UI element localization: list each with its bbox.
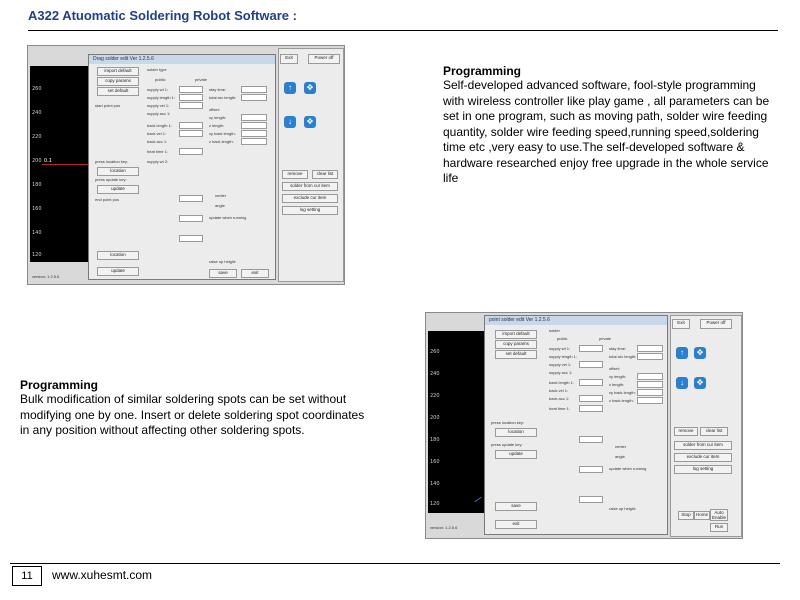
param-label: heat time 1: — [549, 406, 570, 411]
footer-divider — [10, 563, 780, 564]
param-label: stay time: — [209, 87, 227, 92]
press-location-label: press location key: — [491, 420, 525, 425]
save-button[interactable]: save — [495, 502, 537, 511]
update-when-running-label: update when running — [609, 466, 647, 471]
param-label: stay time: — [609, 346, 627, 351]
section-body: Self-developed advanced software, fool-style programming with wireless controller like play game , all parameters can be set in one program, such as moving path, solder wire feeding quantity, solder wire feeding speed,running speed,soldering time etc ,very easy to use.The self-developed software & hardware researched enjoy free upgrade in the whole service life — [443, 78, 770, 185]
param-field[interactable] — [637, 353, 663, 360]
param-label: offset: — [609, 366, 620, 371]
edit-dialog — [484, 315, 668, 535]
option-public[interactable]: public — [155, 77, 166, 82]
param-field[interactable] — [241, 94, 267, 101]
log-setting-button[interactable]: log setting — [282, 206, 338, 215]
param-field[interactable] — [179, 235, 203, 242]
y-tick: 120 — [32, 252, 42, 258]
y-tick: 180 — [32, 182, 42, 188]
press-update-label: press update key: — [491, 442, 523, 447]
param-field[interactable] — [579, 436, 603, 443]
param-label: back acc 1: — [147, 139, 168, 144]
set-default-button[interactable]: set default — [97, 87, 139, 96]
param-label: back acc 1: — [549, 396, 570, 401]
solder-from-cur-item-button[interactable]: solder from cur item — [674, 441, 732, 450]
param-label: supply vel 1: — [549, 362, 572, 367]
section-heading: Programming — [443, 64, 522, 78]
y-tick: 260 — [430, 349, 440, 355]
y-tick: 240 — [430, 371, 440, 377]
param-field[interactable] — [579, 405, 603, 412]
marker-label: 0.1 — [44, 158, 52, 164]
param-field[interactable] — [579, 496, 603, 503]
option-center[interactable]: center — [615, 444, 627, 449]
y-tick: 140 — [430, 481, 440, 487]
param-label: supply wt 1: — [549, 346, 571, 351]
remove-button[interactable]: remove — [674, 427, 698, 436]
section-heading: Programming — [20, 378, 99, 392]
location-button[interactable]: location — [97, 167, 139, 176]
param-field[interactable] — [579, 345, 603, 352]
raise-up-height-label: raise up height: — [209, 259, 237, 264]
plot-area — [428, 331, 486, 513]
param-label: xy back length: — [609, 390, 636, 395]
param-label: heat time 1: — [147, 149, 168, 154]
log-setting-button[interactable]: log setting — [674, 465, 732, 474]
move-icon[interactable]: ✥ — [304, 82, 316, 94]
copy-params-button[interactable]: copy params — [495, 340, 537, 349]
page-number: 11 — [12, 566, 42, 586]
param-field[interactable] — [241, 130, 267, 137]
move-icon[interactable]: ✥ — [694, 377, 706, 389]
edit-dialog — [88, 54, 276, 280]
exit-button[interactable]: Exit — [280, 54, 298, 64]
dialog-title: point solder edit Ver 1.2.5.6 — [485, 316, 667, 325]
footer-url: www.xuhesmt.com — [52, 568, 153, 582]
y-tick: 160 — [430, 459, 440, 465]
param-field[interactable] — [241, 138, 267, 145]
param-label: supply wt 2: — [147, 159, 169, 164]
y-tick: 120 — [430, 501, 440, 507]
y-tick: 220 — [32, 134, 42, 140]
power-off-button[interactable]: Power off — [700, 319, 732, 329]
version-label: version: 1.2.5.6 — [430, 525, 458, 530]
power-off-button[interactable]: Power off — [308, 54, 340, 64]
param-field[interactable] — [579, 466, 603, 473]
location-button[interactable]: location — [97, 251, 139, 260]
param-label: total arc length: — [209, 95, 237, 100]
solder-from-cur-item-button[interactable]: solder from cur item — [282, 182, 338, 191]
y-tick: 200 — [32, 158, 42, 164]
option-public[interactable]: public — [557, 336, 568, 341]
auto-enable-button[interactable]: Auto Enable — [711, 510, 726, 520]
param-field[interactable] — [637, 389, 663, 396]
solder-label: solder — [549, 328, 560, 333]
option-center[interactable]: center — [215, 193, 227, 198]
param-label: xy length: — [609, 374, 627, 379]
param-field[interactable] — [241, 86, 267, 93]
param-field[interactable] — [179, 86, 203, 93]
param-label: back length 1: — [147, 123, 172, 128]
path-line — [42, 164, 88, 165]
y-tick: 260 — [32, 86, 42, 92]
section-body: Bulk modification of similar soldering spots can be set without modifying one by one. Insert or delete soldering spot coordinates in any position without affecting other soldering spots. — [20, 392, 365, 437]
home-button[interactable]: Home — [694, 511, 710, 520]
end-point-label: end point pos — [95, 197, 120, 202]
param-label: supply length 1: — [549, 354, 578, 359]
y-tick: 200 — [430, 415, 440, 421]
up-arrow-icon[interactable]: ↑ — [284, 82, 296, 94]
param-field[interactable] — [637, 373, 663, 380]
clear-list-button[interactable]: clear list — [700, 427, 728, 436]
param-field[interactable] — [579, 361, 603, 368]
param-field[interactable] — [179, 215, 203, 222]
update-button[interactable]: update — [495, 450, 537, 459]
param-label: back vel 1: — [147, 131, 167, 136]
raise-up-height-label: raise up height: — [609, 506, 637, 511]
param-label: back length 1: — [549, 380, 574, 385]
param-label: z length: — [609, 382, 625, 387]
import-default-button[interactable]: import default — [97, 67, 139, 76]
clear-list-button[interactable]: clear list — [312, 170, 338, 179]
copy-params-button[interactable]: copy params — [97, 77, 139, 86]
param-field[interactable] — [241, 122, 267, 129]
param-field[interactable] — [179, 148, 203, 155]
press-location-label: press location key: — [95, 159, 129, 164]
y-tick: 160 — [32, 206, 42, 212]
param-label: xy length: — [209, 115, 227, 120]
programming-section-2 — [20, 378, 370, 439]
update-when-running-label: update when running — [209, 215, 247, 220]
param-field[interactable] — [637, 381, 663, 388]
param-field[interactable] — [179, 102, 203, 109]
param-label: z back length: — [209, 139, 234, 144]
param-field[interactable] — [637, 345, 663, 352]
version-label: version: 1.2.5.6 — [32, 274, 60, 279]
plot-area — [30, 66, 88, 262]
exclude-cur-item-button[interactable]: exclude cur item — [674, 453, 732, 462]
y-tick: 240 — [32, 110, 42, 116]
param-label: supply acc 1: — [147, 111, 171, 116]
set-default-button[interactable]: set default — [495, 350, 537, 359]
param-field[interactable] — [179, 195, 203, 202]
software-screenshot-1 — [27, 45, 345, 285]
update-button[interactable]: update — [97, 185, 139, 194]
param-label: z length: — [209, 123, 225, 128]
option-private[interactable]: private — [599, 336, 612, 341]
param-label: supply length 1: — [147, 95, 176, 100]
move-icon[interactable]: ✥ — [304, 116, 316, 128]
param-field[interactable] — [241, 114, 267, 121]
run-button[interactable]: Run — [710, 523, 728, 532]
param-label: total arc length: — [609, 354, 637, 359]
save-button[interactable]: save — [209, 269, 237, 278]
param-field[interactable] — [179, 94, 203, 101]
remove-button[interactable]: remove — [282, 170, 308, 179]
param-label: supply acc 1: — [549, 370, 573, 375]
down-arrow-icon[interactable]: ↓ — [676, 377, 688, 389]
import-default-button[interactable]: import default — [495, 330, 537, 339]
exit-button[interactable]: exit — [495, 520, 537, 529]
location-button[interactable]: location — [495, 428, 537, 437]
param-label: xy back length: — [209, 131, 236, 136]
param-label: supply wt 1: — [147, 87, 169, 92]
update-button[interactable]: update — [97, 267, 139, 276]
param-field[interactable] — [637, 397, 663, 404]
stop-button[interactable]: Stop — [678, 511, 694, 520]
param-field[interactable] — [179, 122, 203, 129]
y-tick: 180 — [430, 437, 440, 443]
start-point-label: start point pos — [95, 103, 121, 108]
software-screenshot-2 — [425, 312, 743, 539]
y-tick: 220 — [430, 393, 440, 399]
param-label: offset: — [209, 107, 220, 112]
down-arrow-icon[interactable]: ↓ — [284, 116, 296, 128]
y-tick: 140 — [32, 230, 42, 236]
exit-button[interactable]: exit — [241, 269, 269, 278]
programming-section-1 — [443, 64, 778, 187]
option-angle[interactable]: angle — [215, 203, 225, 208]
press-update-label: press update key: — [95, 177, 127, 182]
option-angle[interactable]: angle — [615, 454, 625, 459]
param-field[interactable] — [179, 130, 203, 137]
exit-button[interactable]: Exit — [672, 319, 690, 329]
param-field[interactable] — [579, 379, 603, 386]
param-label: back vel 1: — [549, 388, 569, 393]
move-icon[interactable]: ✥ — [694, 347, 706, 359]
title-divider — [28, 30, 778, 31]
path-line — [474, 497, 481, 502]
param-label: supply vel 1: — [147, 103, 170, 108]
param-field[interactable] — [579, 395, 603, 402]
page-title: A322 Atuomatic Soldering Robot Software : — [28, 8, 297, 23]
param-label: z back length: — [609, 398, 634, 403]
dialog-title: Drag solder edit Ver 1.2.5.6 — [89, 55, 275, 64]
solder-type-label: solder type — [147, 67, 167, 72]
up-arrow-icon[interactable]: ↑ — [676, 347, 688, 359]
option-private[interactable]: private — [195, 77, 208, 82]
exclude-cur-item-button[interactable]: exclude cur item — [282, 194, 338, 203]
